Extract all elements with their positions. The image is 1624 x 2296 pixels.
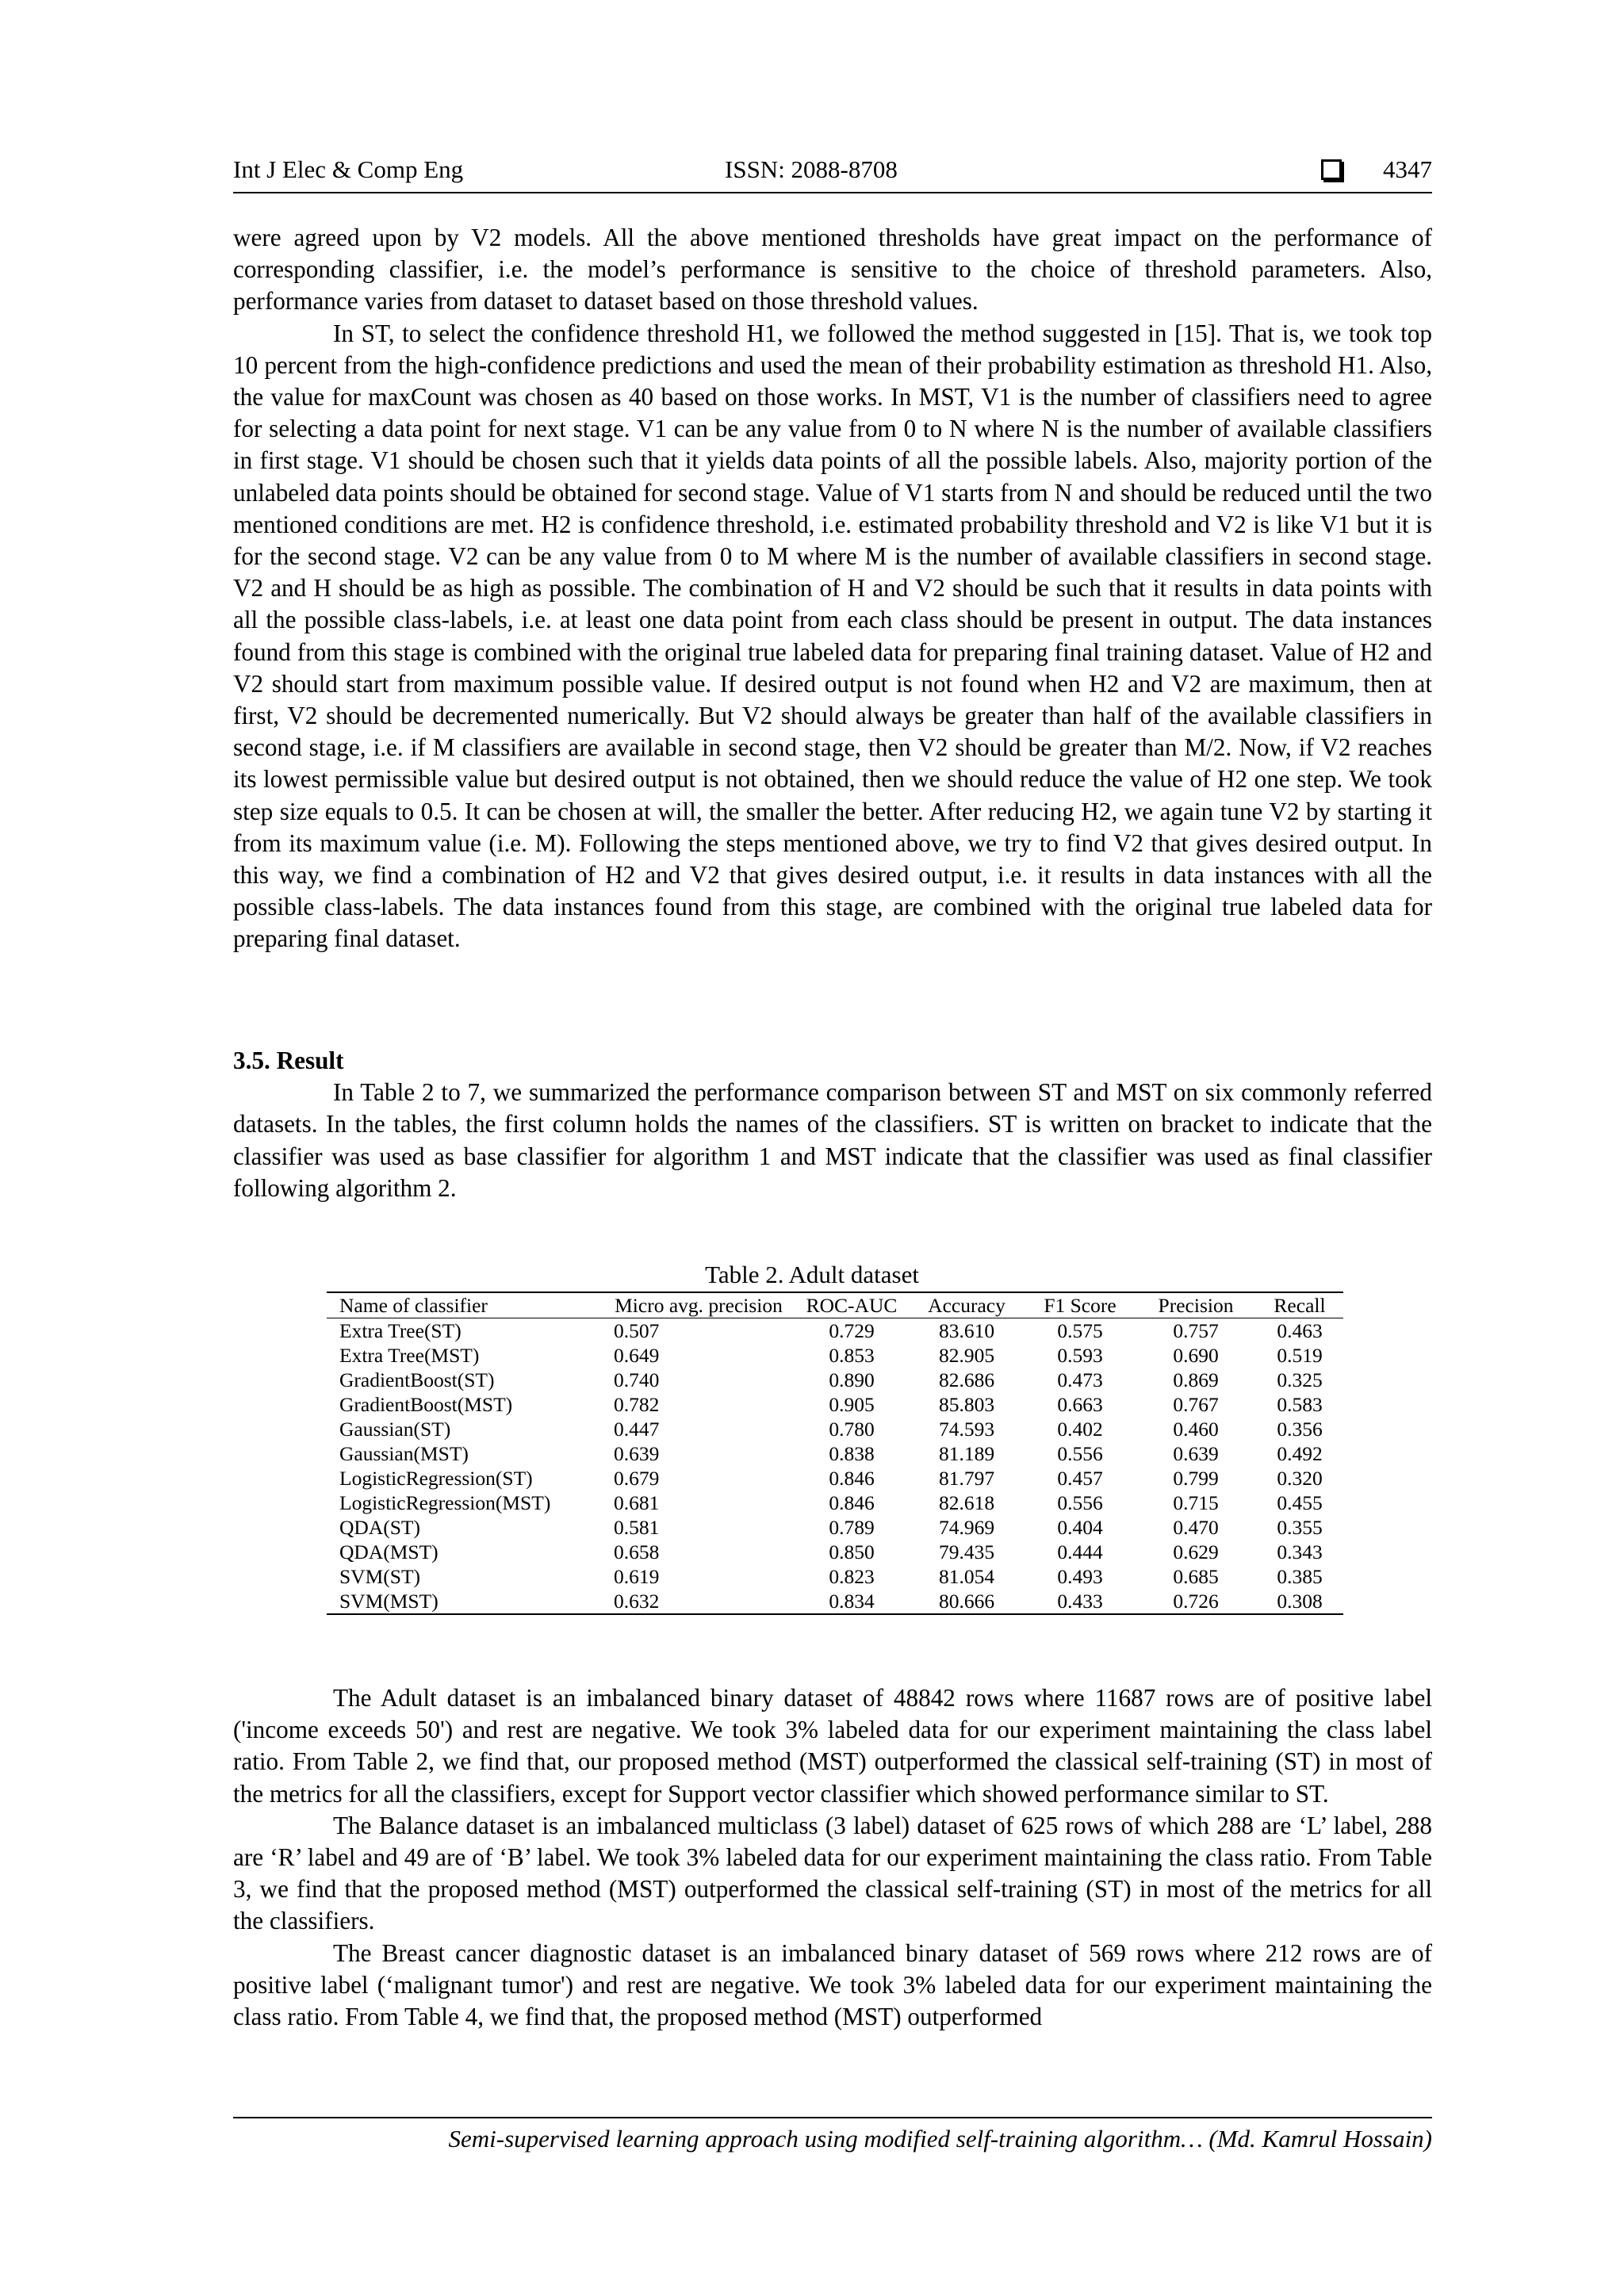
- table-body: [327, 1318, 1343, 1615]
- metric-cell: 83.610: [938, 1319, 995, 1342]
- paragraph: In ST, to select the confidence threshold H1, we followed the method suggested in [15]. That is, we took top 10 percent from the high-confidence predictions and used the mean of their probability estimation as threshold H1. Also, the value for maxCount was chosen as 40 based on those works. In MST, V1 is the number of classifiers need to agree for selecting a data point for next stage. V1 can be any value from 0 to N where N is the number of available classifiers in first stage. V1 should be chosen such that it yields data points of all the possible labels. Also, majority portion of the unlabeled data points should be obtained for second stage. Value of V1 starts from N and should be reduced until the two mentioned conditions are met. H2 is confidence threshold, i.e. estimated probability threshold and V2 is like V1 but it is for the second stage. V2 can be any value from 0 to M where M is the number of available classifiers in second stage. V2 and H should be as high as possible. The combination of H and V2 should be such that it results in data points with all the possible class-labels, i.e. at least one data point from each class should be present in output. The data instances found from this stage is combined with the original true labeled data for preparing final training dataset. Value of H2 and V2 should start from maximum possible value. If desired output is not found when H2 and V2 are maximum, then at first, V2 should be decremented numerically. But V2 should always be greater than half of the available classifiers in second stage, i.e. if M classifiers are available in second stage, then V2 should be greater than M/2. Now, if V2 reaches its lowest permissible value but desired output is not obtained, then we should reduce the value of H2 one step. We took step size equals to 0.5. It can be chosen at will, the smaller the better. After reducing H2, we again tune V2 by starting it from its maximum value (i.e. M). Following the steps mentioned above, we try to find V2 that gives desired output. In this way, we find a combination of H2 and V2 that gives desired output, i.e. it results in data instances with all the possible class-labels. The data instances found from this stage, are combined with the original true labeled data for preparing final dataset.: [233, 319, 1432, 953]
- classifier-name-cell: LogisticRegression(ST): [339, 1467, 533, 1490]
- metric-cell: 0.780: [829, 1418, 875, 1441]
- metric-cell: 0.473: [1057, 1368, 1103, 1391]
- metric-cell: 0.444: [1057, 1540, 1103, 1563]
- paragraph: were agreed upon by V2 models. All the above mentioned thresholds have great impact on the performance of corresponding classifier, i.e. the model’s performance is sensitive to the choice of threshold parameters. Also, performance varies from dataset to dataset based on those threshold values.: [233, 224, 1432, 316]
- metric-cell: 0.726: [1173, 1590, 1219, 1613]
- metric-cell: 0.639: [1173, 1442, 1219, 1465]
- metric-cell: 0.632: [614, 1590, 660, 1613]
- metric-cell: 0.834: [829, 1590, 875, 1613]
- col-header: Name of classifier: [339, 1294, 488, 1317]
- metric-cell: 0.782: [614, 1393, 660, 1416]
- page-number: 4347: [1383, 155, 1432, 183]
- table-row: [327, 1466, 1343, 1490]
- metric-cell: 0.343: [1277, 1540, 1323, 1563]
- metric-cell: 0.492: [1277, 1442, 1323, 1465]
- paragraph: The Adult dataset is an imbalanced binary dataset of 48842 rows where 11687 rows are of positive label ('income exceeds 50') and rest are negative. We took 3% labeled data for our experiment maintaining the class label ratio. From Table 2, we find that, our proposed method (MST) outperformed the classical self-training (ST) in most of the metrics for all the classifiers, except for Support vector classifier which showed performance similar to ST.: [233, 1684, 1432, 1808]
- paragraph: In Table 2 to 7, we summarized the performance comparison between ST and MST on six commonly referred datasets. In the tables, the first column holds the names of the classifiers. ST is written on bracket to indicate that the classifier was used as base classifier for algorithm 1 and MST indicate that the classifier was used as final classifier following algorithm 2.: [233, 1078, 1432, 1202]
- body-text-top: [233, 222, 1432, 955]
- metric-cell: 0.457: [1057, 1467, 1103, 1490]
- metric-cell: 0.649: [614, 1344, 660, 1367]
- classifier-name-cell: SVM(MST): [339, 1590, 439, 1613]
- metric-cell: 0.433: [1057, 1590, 1103, 1613]
- checkbox-square-icon: [1321, 159, 1342, 180]
- metric-cell: 0.629: [1173, 1540, 1219, 1563]
- metric-cell: 74.969: [938, 1516, 995, 1539]
- footer-rule: [233, 2117, 1432, 2118]
- classifier-name-cell: GradientBoost(ST): [339, 1368, 495, 1391]
- metric-cell: 0.460: [1173, 1418, 1219, 1441]
- metric-cell: 0.853: [829, 1344, 875, 1367]
- classifier-name-cell: Extra Tree(ST): [339, 1319, 462, 1342]
- metric-cell: 0.846: [829, 1491, 875, 1514]
- metric-cell: 0.325: [1277, 1368, 1323, 1391]
- paragraph: The Balance dataset is an imbalanced multiclass (3 label) dataset of 625 rows of which 288 are ‘L’ label, 288 are ‘R’ label and 49 are of ‘B’ label. We took 3% labeled data for our experiment maintaining the class ratio. From Table 3, we find that the proposed method (MST) outperformed the classical self-training (ST) in most of the metrics for all the classifiers.: [233, 1811, 1432, 1935]
- metric-cell: 0.355: [1277, 1516, 1323, 1539]
- classifier-name-cell: LogisticRegression(MST): [339, 1491, 551, 1514]
- metric-cell: 0.639: [614, 1442, 660, 1465]
- col-header: Micro avg. precision: [615, 1294, 783, 1317]
- metric-cell: 0.679: [614, 1467, 660, 1490]
- running-footer: Semi-supervised learning approach using modified self-training algorithm… (Md. Kamrul Hossain): [448, 2125, 1432, 2152]
- metric-cell: 0.463: [1277, 1319, 1323, 1342]
- metric-cell: 80.666: [938, 1590, 995, 1613]
- table-row: [327, 1490, 1343, 1515]
- body-text-bottom: [233, 1682, 1432, 2033]
- metric-cell: 85.803: [938, 1393, 995, 1416]
- result-section: [233, 1045, 1432, 1204]
- metric-cell: 0.757: [1173, 1319, 1219, 1342]
- metric-cell: 81.797: [938, 1467, 995, 1490]
- metric-cell: 0.308: [1277, 1590, 1323, 1613]
- metric-cell: 0.846: [829, 1467, 875, 1490]
- metric-cell: 0.838: [829, 1442, 875, 1465]
- table-caption: Table 2. Adult dataset: [705, 1261, 919, 1288]
- classifier-name-cell: QDA(ST): [339, 1516, 420, 1539]
- header-rule: [233, 192, 1432, 193]
- metric-cell: 0.905: [829, 1393, 875, 1416]
- metric-cell: 82.905: [938, 1344, 995, 1367]
- metric-cell: 0.690: [1173, 1344, 1219, 1367]
- metric-cell: 0.799: [1173, 1467, 1219, 1490]
- results-table: [327, 1292, 1343, 1615]
- col-header: Recall: [1274, 1294, 1326, 1317]
- metric-cell: 0.404: [1057, 1516, 1103, 1539]
- table-row: [327, 1515, 1343, 1540]
- metric-cell: 0.356: [1277, 1418, 1323, 1441]
- journal-name: Int J Elec & Comp Eng: [233, 155, 464, 183]
- metric-cell: 0.869: [1173, 1368, 1219, 1391]
- metric-cell: 0.715: [1173, 1491, 1219, 1514]
- metric-cell: 0.447: [614, 1418, 660, 1441]
- table-row: [327, 1343, 1343, 1368]
- paragraph: The Breast cancer diagnostic dataset is an imbalanced binary dataset of 569 rows where 212 rows are of positive label (‘malignant tumor') and rest are negative. We took 3% labeled data for our experiment maintaining the class ratio. From Table 4, we find that, the proposed method (MST) outperformed: [233, 1938, 1432, 2031]
- metric-cell: 0.890: [829, 1368, 875, 1391]
- classifier-name-cell: GradientBoost(MST): [339, 1393, 513, 1416]
- table-row: [327, 1564, 1343, 1589]
- classifier-name-cell: SVM(ST): [339, 1565, 421, 1588]
- metric-cell: 0.575: [1057, 1319, 1103, 1342]
- metric-cell: 0.556: [1057, 1491, 1103, 1514]
- metric-cell: 0.767: [1173, 1393, 1219, 1416]
- running-header: [233, 155, 1432, 195]
- metric-cell: 0.470: [1173, 1516, 1219, 1539]
- metric-cell: 79.435: [938, 1540, 995, 1563]
- metric-cell: 0.519: [1277, 1344, 1323, 1367]
- classifier-name-cell: Extra Tree(MST): [339, 1344, 480, 1367]
- metric-cell: 0.583: [1277, 1393, 1323, 1416]
- metric-cell: 0.493: [1057, 1565, 1103, 1588]
- metric-cell: 0.850: [829, 1540, 875, 1563]
- metric-cell: 0.507: [614, 1319, 660, 1342]
- metric-cell: 0.581: [614, 1516, 660, 1539]
- metric-cell: 0.685: [1173, 1565, 1219, 1588]
- metric-cell: 0.663: [1057, 1393, 1103, 1416]
- metric-cell: 81.189: [938, 1442, 995, 1465]
- table-row: [327, 1417, 1343, 1441]
- metric-cell: 0.593: [1057, 1344, 1103, 1367]
- metric-cell: 0.681: [614, 1491, 660, 1514]
- metric-cell: 0.729: [829, 1319, 875, 1342]
- section-title: 3.5. Result: [233, 1047, 344, 1074]
- col-header: Accuracy: [928, 1294, 1005, 1317]
- metric-cell: 82.686: [938, 1368, 995, 1391]
- col-header: Precision: [1158, 1294, 1234, 1317]
- issn: ISSN: 2088-8708: [725, 155, 898, 183]
- table-row: [327, 1392, 1343, 1417]
- metric-cell: 74.593: [938, 1418, 995, 1441]
- metric-cell: 0.320: [1277, 1467, 1323, 1490]
- metric-cell: 0.455: [1277, 1491, 1323, 1514]
- table-row: [327, 1368, 1343, 1392]
- metric-cell: 0.556: [1057, 1442, 1103, 1465]
- table-header-row: [327, 1292, 1343, 1318]
- metric-cell: 0.385: [1277, 1565, 1323, 1588]
- table-row: [327, 1441, 1343, 1466]
- metric-cell: 82.618: [938, 1491, 995, 1514]
- classifier-name-cell: QDA(MST): [339, 1540, 439, 1563]
- classifier-name-cell: Gaussian(MST): [339, 1442, 469, 1465]
- metric-cell: 81.054: [938, 1565, 995, 1588]
- metric-cell: 0.402: [1057, 1418, 1103, 1441]
- metric-cell: 0.658: [614, 1540, 660, 1563]
- table-row: [327, 1540, 1343, 1564]
- metric-cell: 0.789: [829, 1516, 875, 1539]
- table-row: [327, 1589, 1343, 1614]
- metric-cell: 0.740: [614, 1368, 660, 1391]
- table-row: [327, 1318, 1343, 1344]
- metric-cell: 0.823: [829, 1565, 875, 1588]
- metric-cell: 0.619: [614, 1565, 660, 1588]
- col-header: F1 Score: [1044, 1294, 1116, 1317]
- col-header: ROC-AUC: [806, 1294, 898, 1317]
- classifier-name-cell: Gaussian(ST): [339, 1418, 451, 1441]
